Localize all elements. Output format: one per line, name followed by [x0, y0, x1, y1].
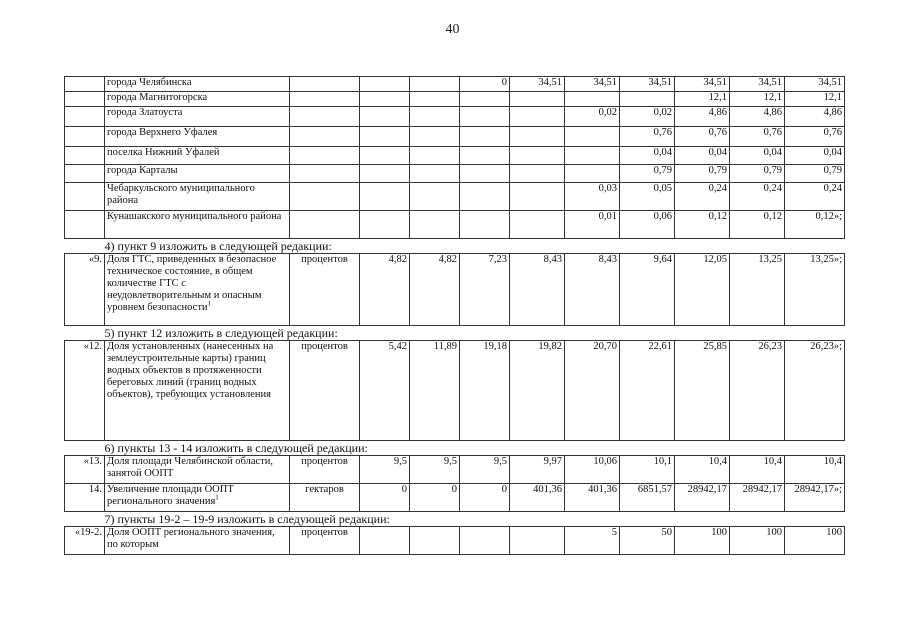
item-number — [65, 211, 105, 239]
value-cell — [460, 211, 510, 239]
value-cell — [360, 147, 410, 165]
value-cell: 0,76 — [620, 127, 675, 147]
value-cell: 12,1 — [730, 92, 785, 107]
indicator-name: поселка Нижний Уфалей — [105, 147, 290, 165]
indicator-name: Доля установленных (нанесенных на землеустроительные карты) границ водных объектов в протяженности береговых линий (границ водных объектов), требующих установления — [105, 341, 290, 441]
value-cell — [510, 527, 565, 555]
value-cell — [510, 92, 565, 107]
value-cell — [510, 211, 565, 239]
value-cell — [460, 127, 510, 147]
indicator-name: Доля ООПТ регионального значения, по которым — [105, 527, 290, 555]
value-cell — [360, 211, 410, 239]
value-cell — [360, 183, 410, 211]
value-cell: 9,5 — [460, 456, 510, 484]
value-cell — [410, 165, 460, 183]
item-number: 14. — [65, 484, 105, 512]
value-cell: 100 — [730, 527, 785, 555]
value-cell: 34,51 — [565, 77, 620, 92]
unit-cell — [290, 127, 360, 147]
table-row — [65, 527, 845, 555]
value-cell — [565, 127, 620, 147]
amendment-note — [65, 512, 845, 527]
value-cell: 0,04 — [785, 147, 845, 165]
value-cell — [510, 165, 565, 183]
value-cell — [410, 211, 460, 239]
value-cell: 0 — [410, 484, 460, 512]
unit-cell: процентов — [290, 527, 360, 555]
indicator-name: Увеличение площади ООПТ регионального значения$^1$ — [105, 484, 290, 512]
value-cell: 9,5 — [360, 456, 410, 484]
table-row — [65, 165, 845, 183]
footnote-mark: 1 — [207, 299, 212, 308]
value-cell: 34,51 — [620, 77, 675, 92]
item-number — [65, 77, 105, 92]
unit-cell — [290, 211, 360, 239]
item-number — [65, 92, 105, 107]
unit-cell — [290, 147, 360, 165]
value-cell: 10,4 — [730, 456, 785, 484]
item-number — [65, 107, 105, 127]
value-cell: 28942,17 — [675, 484, 730, 512]
unit-cell: процентов — [290, 456, 360, 484]
amendment-text: 4) пункт 9 изложить в следующей редакции: — [104, 239, 332, 253]
item-number — [65, 165, 105, 183]
value-cell — [510, 183, 565, 211]
amendment-note — [65, 326, 845, 341]
indicator-name: Доля площади Челябинской области, занятой ООПТ — [105, 456, 290, 484]
value-cell: 5,42 — [360, 341, 410, 441]
table-row — [65, 147, 845, 165]
indicator-name: Кунашакского муниципального района — [105, 211, 290, 239]
value-cell: 28942,17 — [730, 484, 785, 512]
value-cell — [620, 92, 675, 107]
value-cell — [460, 107, 510, 127]
value-cell: 8,43 — [565, 254, 620, 326]
value-cell: 10,4 — [785, 456, 845, 484]
value-cell: 4,86 — [730, 107, 785, 127]
value-cell — [360, 92, 410, 107]
value-cell: 19,18 — [460, 341, 510, 441]
value-cell — [565, 147, 620, 165]
value-cell: 0,79 — [620, 165, 675, 183]
value-cell: 0,02 — [565, 107, 620, 127]
value-cell — [410, 147, 460, 165]
value-cell: 25,85 — [675, 341, 730, 441]
value-cell: 11,89 — [410, 341, 460, 441]
value-cell: 0,12 — [730, 211, 785, 239]
value-cell: 13,25»; — [785, 254, 845, 326]
value-cell: 0,01 — [565, 211, 620, 239]
item-number — [65, 147, 105, 165]
value-cell — [360, 527, 410, 555]
value-cell: 8,43 — [510, 254, 565, 326]
item-number: «9. — [65, 254, 105, 326]
value-cell — [360, 77, 410, 92]
value-cell: 34,51 — [675, 77, 730, 92]
unit-cell — [290, 165, 360, 183]
value-cell: 0,24 — [730, 183, 785, 211]
value-cell: 10,4 — [675, 456, 730, 484]
value-cell — [410, 127, 460, 147]
value-cell: 0,12»; — [785, 211, 845, 239]
value-cell: 0,06 — [620, 211, 675, 239]
value-cell: 0,76 — [730, 127, 785, 147]
value-cell: 4,82 — [360, 254, 410, 326]
table-row — [65, 92, 845, 107]
value-cell: 401,36 — [565, 484, 620, 512]
item-number: «19-2. — [65, 527, 105, 555]
value-cell: 34,51 — [510, 77, 565, 92]
value-cell: 0,02 — [620, 107, 675, 127]
value-cell: 100 — [675, 527, 730, 555]
table-row — [65, 107, 845, 127]
value-cell: 0,24 — [785, 183, 845, 211]
value-cell: 0,79 — [675, 165, 730, 183]
item-number: «12. — [65, 341, 105, 441]
indicator-name: города Карталы — [105, 165, 290, 183]
page-number: 40 — [445, 22, 460, 37]
indicator-name: Доля ГТС, приведенных в безопасное техническое состояние, в общем количестве ГТС с неудовлетворительным и опасным уровнем безопасности$^1$ — [105, 254, 290, 326]
value-cell — [410, 183, 460, 211]
amendment-text: 5) пункт 12 изложить в следующей редакции: — [104, 326, 338, 340]
value-cell — [510, 147, 565, 165]
value-cell: 0,04 — [675, 147, 730, 165]
table-row — [65, 341, 845, 441]
value-cell: 6851,57 — [620, 484, 675, 512]
unit-cell — [290, 77, 360, 92]
value-cell: 12,05 — [675, 254, 730, 326]
value-cell — [510, 107, 565, 127]
value-cell — [565, 165, 620, 183]
table-row — [65, 254, 845, 326]
table-row — [65, 484, 845, 512]
value-cell: 26,23»; — [785, 341, 845, 441]
value-cell: 0,05 — [620, 183, 675, 211]
value-cell — [410, 527, 460, 555]
value-cell: 26,23 — [730, 341, 785, 441]
value-cell: 0,79 — [785, 165, 845, 183]
value-cell: 0,12 — [675, 211, 730, 239]
value-cell: 20,70 — [565, 341, 620, 441]
value-cell: 22,61 — [620, 341, 675, 441]
item-number — [65, 183, 105, 211]
table-row — [65, 211, 845, 239]
value-cell: 0,76 — [675, 127, 730, 147]
value-cell: 0,03 — [565, 183, 620, 211]
value-cell: 13,25 — [730, 254, 785, 326]
unit-cell: процентов — [290, 254, 360, 326]
value-cell — [460, 527, 510, 555]
item-number: «13. — [65, 456, 105, 484]
unit-cell — [290, 183, 360, 211]
table-row — [65, 77, 845, 92]
value-cell: 0,04 — [620, 147, 675, 165]
value-cell: 10,1 — [620, 456, 675, 484]
value-cell: 0,76 — [785, 127, 845, 147]
value-cell — [565, 92, 620, 107]
value-cell — [460, 147, 510, 165]
value-cell: 401,36 — [510, 484, 565, 512]
value-cell: 4,86 — [785, 107, 845, 127]
value-cell — [360, 127, 410, 147]
value-cell: 10,06 — [565, 456, 620, 484]
table-row — [65, 127, 845, 147]
unit-cell: гектаров — [290, 484, 360, 512]
value-cell — [460, 92, 510, 107]
value-cell: 9,64 — [620, 254, 675, 326]
value-cell: 9,97 — [510, 456, 565, 484]
value-cell: 28942,17»; — [785, 484, 845, 512]
value-cell — [360, 165, 410, 183]
value-cell: 0,24 — [675, 183, 730, 211]
value-cell — [410, 107, 460, 127]
indicator-name: города Магнитогорска — [105, 92, 290, 107]
value-cell: 19,82 — [510, 341, 565, 441]
value-cell — [410, 77, 460, 92]
value-cell: 50 — [620, 527, 675, 555]
table-row — [65, 456, 845, 484]
amendment-text: 6) пункты 13 - 14 изложить в следующей редакции: — [104, 441, 368, 455]
unit-cell — [290, 107, 360, 127]
indicator-name: Чебаркульского муниципального района — [105, 183, 290, 211]
value-cell: 5 — [565, 527, 620, 555]
amendment-text: 7) пункты 19-2 – 19-9 изложить в следующей редакции: — [104, 512, 390, 526]
value-cell: 0 — [460, 484, 510, 512]
unit-cell — [290, 92, 360, 107]
indicators-table — [64, 76, 845, 555]
value-cell: 100 — [785, 527, 845, 555]
value-cell — [410, 92, 460, 107]
value-cell: 4,82 — [410, 254, 460, 326]
value-cell: 34,51 — [785, 77, 845, 92]
value-cell: 4,86 — [675, 107, 730, 127]
indicator-name: города Верхнего Уфалея — [105, 127, 290, 147]
footnote-mark: 1 — [215, 493, 219, 502]
value-cell: 34,51 — [730, 77, 785, 92]
value-cell — [510, 127, 565, 147]
amendment-note — [65, 239, 845, 254]
value-cell: 0 — [460, 77, 510, 92]
value-cell — [460, 165, 510, 183]
indicator-name: города Челябинска — [105, 77, 290, 92]
amendment-note — [65, 441, 845, 456]
value-cell: 0 — [360, 484, 410, 512]
unit-cell: процентов — [290, 341, 360, 441]
value-cell: 12,1 — [675, 92, 730, 107]
value-cell — [460, 183, 510, 211]
indicator-name: города Златоуста — [105, 107, 290, 127]
value-cell: 12,1 — [785, 92, 845, 107]
table-row — [65, 183, 845, 211]
value-cell: 9,5 — [410, 456, 460, 484]
value-cell: 0,04 — [730, 147, 785, 165]
value-cell: 7,23 — [460, 254, 510, 326]
value-cell — [360, 107, 410, 127]
value-cell: 0,79 — [730, 165, 785, 183]
item-number — [65, 127, 105, 147]
